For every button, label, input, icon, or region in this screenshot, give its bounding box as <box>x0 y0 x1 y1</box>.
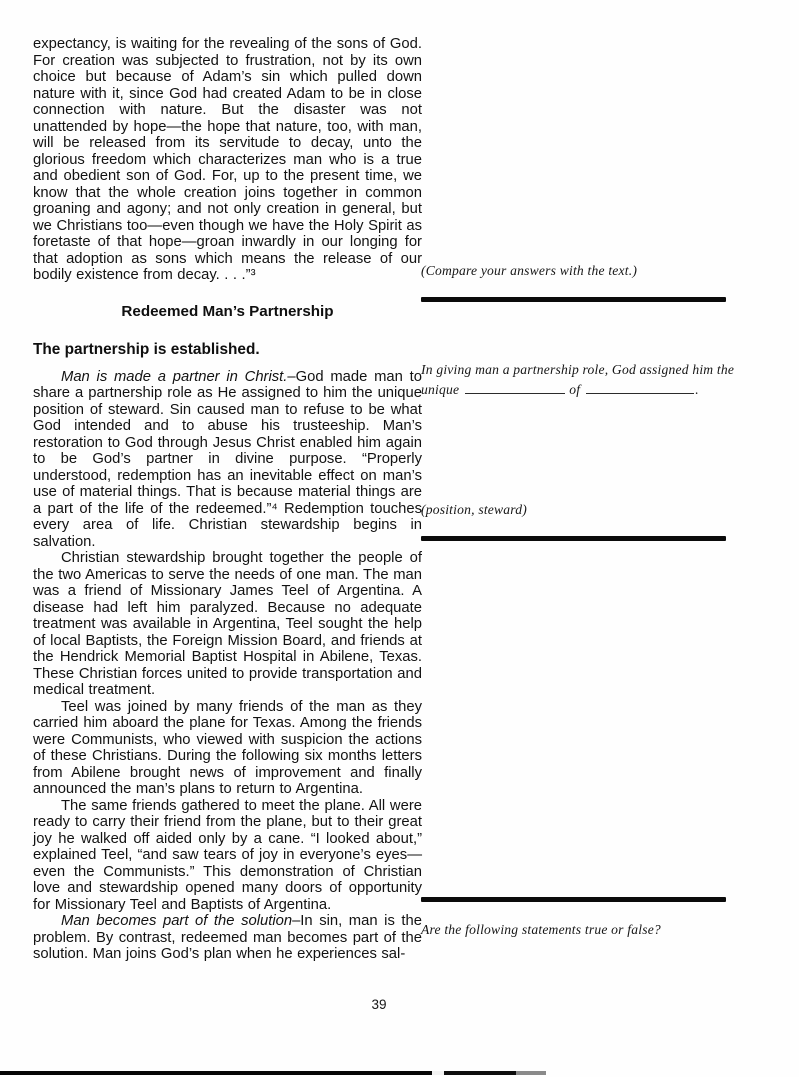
section-divider-rule <box>421 297 726 302</box>
subsection-heading: The partnership is established. <box>33 340 260 358</box>
paragraph-text: –God made man to share a partnership role as He assigned to him the unique position of steward. Sin caused man to refuse to be what God intended and to abuse his trusteeship. Man’s restoration to God through Jesus Christ enabled him again to be God’s partner in divine purpose. “Properly understood, redemption has an inevitable effect on man’s use of material things. That is because material things are a part of the life of the redeemed.”⁴ Redemption touches every area of life. Christian stewardship begins in salvation. <box>33 368 422 550</box>
paragraph-stewardship-story: Christian stewardship brought together the people of the two Americas to serve the needs of one man. The man was a friend of Missionary James Teel of Argentina. A disease had left him paralyzed. Because no adequate treatment was available in Argentina, Teel sought the help of local Baptists, the Foreign Mission Board, and friends at the Hendrick Memorial Baptist Hospital in Abilene, Texas. These Christian forces united to provide transportation and medical treatment. <box>33 550 422 698</box>
page-number: 39 <box>371 997 387 1012</box>
section-heading: Redeemed Man’s Partnership <box>121 302 334 320</box>
fill-in-word-of: of <box>569 382 581 397</box>
fill-in-word-unique: unique <box>421 382 460 397</box>
paragraph-creation-quote: expectancy, is waiting for the revealing of the sons of God. For creation was subjected to frustration, not by its own choice but because of Adam’s sin which pulled down nature with it, since God had created Adam to be in close connection with nature. But the disaster was not unattended by hope—the hope that nature, too, with man, will be released from its servitude to decay, unto the glorious freedom which characterizes man who is a true and obedient son of God. For, up to the present time, we know that the whole creation joins together in common groaning and agony; and not only creation in general, but we Christians too—even though we have the Holy Spirit as foretaste of that hope—groan inwardly in our longing for that adoption as sons which means the release of our bodily existence from decay. . . .”³ <box>33 36 422 283</box>
paragraph-part-of-solution <box>33 913 422 963</box>
paragraph-text: –In sin, man is the problem. By contrast, redeemed man becomes part of the solution. Man joins God’s plan when he experiences sal- <box>33 913 422 962</box>
compare-answers-note: (Compare your answers with the text.) <box>421 263 638 278</box>
main-text-column <box>33 36 422 963</box>
true-false-prompt: Are the following statements true or false? <box>421 922 661 937</box>
fill-in-blank-2[interactable] <box>586 390 694 394</box>
section-divider-rule <box>421 536 726 541</box>
fill-in-question <box>421 360 739 400</box>
fill-in-question-line1: In giving man a partnership role, God assigned him the <box>421 362 735 377</box>
scan-artifact-bar <box>0 1071 546 1075</box>
paragraph-lead-italic: Man becomes part of the solution <box>61 913 293 929</box>
fill-in-blank-1[interactable] <box>465 390 565 394</box>
paragraph-meet-the-plane: The same friends gathered to meet the plane. All were ready to carry their friend from the plane, but to their great joy he walked off aided only by a cane. “I looked about,” explained Teel, “and saw tears of joy in everyone’s eyes—even the Communists.” This demonstration of Christian love and stewardship opened many doors of opportunity for Missionary Teel and Baptists of Argentina. <box>33 797 422 913</box>
fill-in-period: . <box>695 382 699 397</box>
paragraph-teel-friends: Teel was joined by many friends of the man as they carried him aboard the plane for Texas. Among the friends were Communists, who viewed with suspicion the actions of these Christians. During the following six months letters from Abilene brought news of improvement and finally announced the man’s plans to return to Argentina. <box>33 698 422 797</box>
section-divider-rule <box>421 897 726 902</box>
paragraph-lead-italic: Man is made a partner in Christ. <box>61 368 288 385</box>
answer-key-note: (position, steward) <box>421 502 528 517</box>
paragraph-partner-in-christ <box>33 369 422 551</box>
